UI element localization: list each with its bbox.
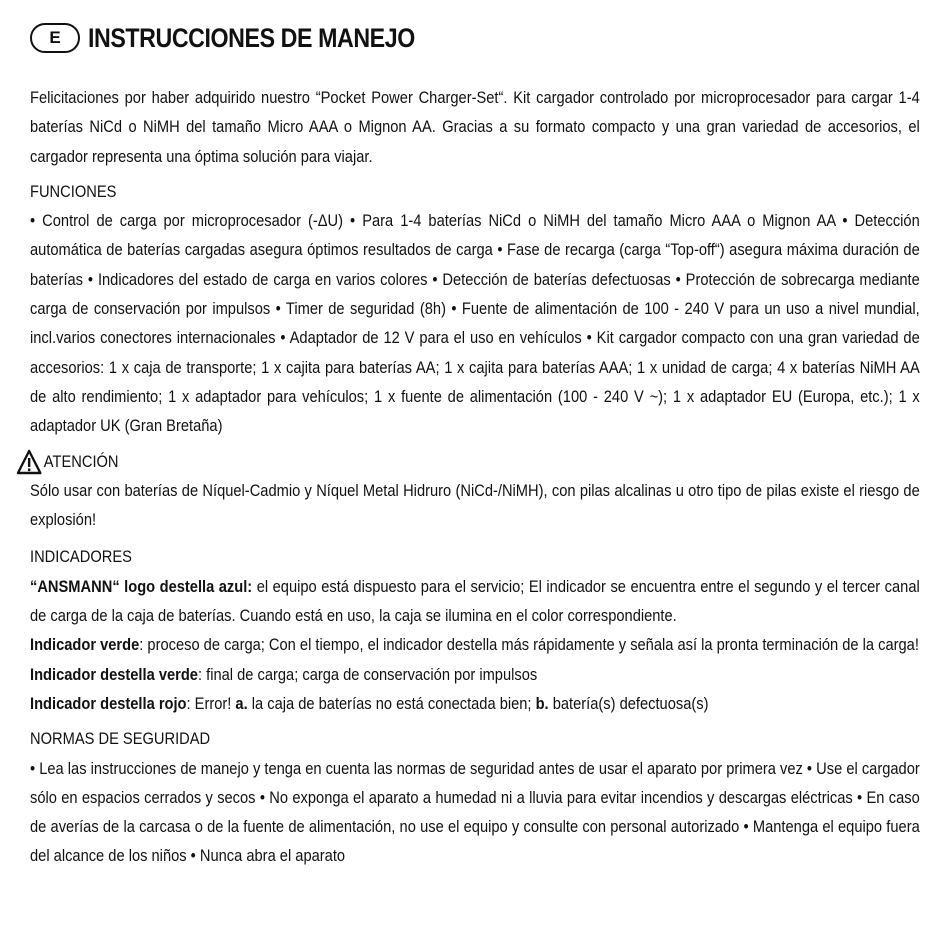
indicador-label: Indicador destella verde [30, 664, 198, 684]
language-badge: E [30, 23, 80, 53]
indicador-label: Indicador destella rojo [30, 693, 187, 713]
indicador-text: el equipo está dispuesto para el servicio; El indicador se encuentra entre el segundo y el tercer canal de carga de la caja de baterías. Cuando está en uso, la caja se ilumina en el color correspondiente. [30, 576, 920, 626]
indicador-destella-verde [30, 660, 920, 689]
indicador-text: : proceso de carga; Con el tiempo, el indicador destella más rápidamente y señala así la pronta terminación de la carga! [139, 635, 919, 655]
indicador-verde [30, 630, 920, 659]
item-b-label: b. [535, 693, 549, 713]
indicador-text: : Error! [186, 693, 236, 713]
atencion-heading: ATENCIÓN [43, 451, 119, 471]
indicador-text: : final de carga; carga de conservación por impulsos [197, 664, 538, 684]
indicadores-heading: INDICADORES [30, 547, 132, 567]
indicador-text: la caja de baterías no está conectada bien; [247, 693, 536, 713]
page-title: INSTRUCCIONES DE MANEJO [88, 22, 415, 53]
document-body [30, 83, 920, 871]
item-a-label: a. [235, 693, 248, 713]
funciones-heading: FUNCIONES [30, 181, 117, 201]
indicador-text: batería(s) defectuosa(s) [548, 693, 709, 713]
indicador-label: “ANSMANN“ logo destella azul: [30, 576, 253, 596]
indicador-destella-rojo [30, 689, 920, 718]
intro-paragraph: Felicitaciones por haber adquirido nuestro “Pocket Power Charger-Set“. Kit cargador controlado por microprocesador para cargar 1-4 baterías NiCd o NiMH del tamaño Micro AAA o Mignon AA. Gracias a su formato compacto y una gran variedad de accesorios, el cargador representa una óptima solución para viajar. [30, 88, 920, 166]
normas-text: • Lea las instrucciones de manejo y tenga en cuenta las normas de seguridad antes de usar el aparato por primera vez • Use el cargador sólo en espacios cerrados y secos • No exponga el aparato a humedad ni a lluvia para evitar incendios y descargas eléctricas • En caso de averías de la carcasa o de la fuente de alimentación, no use el equipo y consulte con personal autorizado • Mantenga el equipo fuera del alcance de los niños • Nunca abra el aparato [30, 758, 920, 866]
funciones-text: • Control de carga por microprocesador (-ΔU) • Para 1-4 baterías NiCd o NiMH del tamaño Micro AAA o Mignon AA • Detección automática de baterías cargadas asegura óptimos resultados de carga • Fase de recarga (carga “Top-off“) asegura máxima duración de baterías • Indicadores del estado de carga en varios colores • Detección de baterías defectuosas • Protección de sobrecarga mediante carga de conservación por impulsos • Timer de seguridad (8h) • Fuente de alimentación de 100 - 240 V para un uso a nivel mundial, incl.varios conectores internacionales • Adaptador de 12 V para el uso en vehículos • Kit cargador compacto con una gran variedad de accesorios: 1 x caja de transporte; 1 x cajita para baterías AA; 1 x cajita para baterías AAA; 1 x unidad de carga; 4 x baterías NiMH AA de alto rendimiento; 1 x adaptador para vehículos; 1 x fuente de alimentación (100 - 240 V ~); 1 x adaptador EU (Europa, etc.); 1 x adaptador UK (Gran Bretaña) [30, 211, 920, 436]
normas-heading: NORMAS DE SEGURIDAD [30, 729, 211, 749]
header [30, 18, 468, 58]
indicador-label: Indicador verde [30, 635, 140, 655]
atencion-heading-row [16, 447, 920, 476]
warning-triangle-icon [16, 449, 42, 475]
indicador-azul [30, 572, 920, 631]
atencion-text: Sólo usar con baterías de Níquel-Cadmio y Níquel Metal Hidruro (NiCd-/NiMH), con pilas alcalinas u otro tipo de pilas existe el riesgo de explosión! [30, 480, 920, 530]
